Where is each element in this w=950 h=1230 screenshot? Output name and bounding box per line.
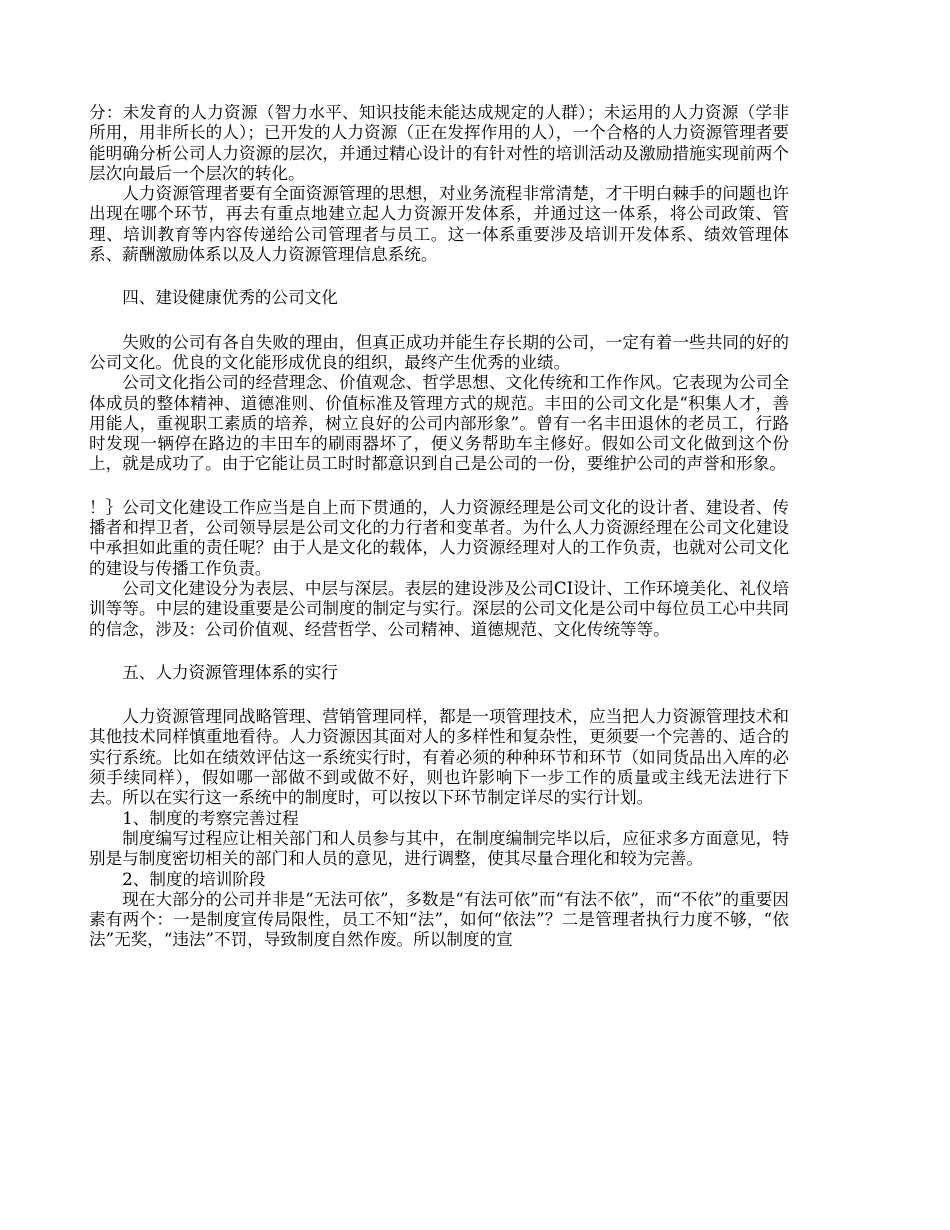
- subheading-1: 1、制度的考察完善过程: [122, 808, 299, 828]
- paragraph-culture-layers: 公司文化建设分为表层、中层与深层。表层的建设涉及公司CI设计、工作环境美化、礼仪培训等等。中层的建设重要是公司制度的制定与实行。深层的公司文化是公司中每位员工心中共同的信念，涉及：公司价值观、经营哲学、公司精神、道德规范、文化传统等等。: [89, 578, 789, 639]
- paragraph-system-training: 现在大部分的公司并非是“无法可依”，多数是“有法可依”而“有法不依”，而“不依”的重要因素有两个：一是制度宣传局限性，员工不知“法”，如何“依法”？二是管理者执行力度不够，“依法”无奖，“违法”不罚，导致制度自然作废。所以制度的宣: [89, 889, 789, 950]
- paragraph-company-culture-success: 失败的公司有各自失败的理由，但真正成功并能生存长期的公司，一定有着一些共同的好的公司文化。优良的文化能形成优良的组织，最终产生优秀的业绩。: [89, 332, 789, 372]
- paragraph-resource-levels: 分：未发育的人力资源（智力水平、知识技能未能达成规定的人群）；未运用的人力资源（学非所用，用非所长的人）；已开发的人力资源（正在发挥作用的人），一个合格的人力资源管理者要能明确分析公司人力资源的层次，并通过精心设计的有针对性的培训活动及激励措施实现前两个层次向最后一个层次的转化。: [89, 103, 789, 183]
- stray-mark: ！｝: [89, 497, 123, 517]
- paragraph-culture-building: [89, 498, 789, 579]
- paragraph-company-culture-definition: 公司文化指公司的经营理念、价值观念、哲学思想、文化传统和工作作风。它表现为公司全体成员的整体精神、道德准则、价值标准及管理方式的规范。丰田的公司文化是“积集人才，善用能人，重视职工素质的培养，树立良好的公司内部形象”。曾有一名丰田退休的老员工，行路时发现一辆停在路边的丰田车的刷雨器坏了，便义务帮助车主修好。假如公司文化做到这个份上，就是成功了。由于它能让员工时时都意识到自己是公司的一份，要维护公司的声誉和形象。: [89, 373, 789, 474]
- section-heading-5: 五、人力资源管理体系的实行: [122, 662, 338, 682]
- subheading-2: 2、制度的培训阶段: [122, 869, 266, 889]
- document-page: [89, 103, 789, 951]
- paragraph-culture-building-text: 公司文化建设工作应当是自上而下贯通的，人力资源经理是公司文化的设计者、建设者、传播者和捍卫者，公司领导层是公司文化的力行者和变革者。为什么人力资源经理在公司文化建设中承担如此重的责任呢？由于人是文化的载体，人力资源经理对人的工作负责，也就对公司文化的建设与传播工作负责。: [89, 497, 789, 578]
- paragraph-hr-manager-thinking: 人力资源管理者要有全面资源管理的思想，对业务流程非常清楚，才干明白棘手的问题也许出现在哪个环节，再去有重点地建立起人力资源开发体系，并通过这一体系，将公司政策、管理、培训教育等内容传递给公司管理者与员工。这一体系重要涉及培训开发体系、绩效管理体系、薪酬激励体系以及人力资源管理信息系统。: [89, 184, 789, 265]
- paragraph-implementation-system: 人力资源管理同战略管理、营销管理同样，都是一项管理技术，应当把人力资源管理技术和其他技术同样慎重地看待。人力资源因其面对人的多样性和复杂性，更须要一个完善的、适合的实行系统。比如在绩效评估这一系统实行时，有着必须的种种环节和环节（如同货品出入库的必须手续同样），假如哪一部做不到或做不好，则也许影响下一步工作的质量或主线无法进行下去。所以在实行这一系统中的制度时，可以按以下环节制定详尽的实行计划。: [89, 707, 789, 808]
- section-heading-4: 四、建设健康优秀的公司文化: [122, 288, 338, 308]
- paragraph-system-drafting: 制度编写过程应让相关部门和人员参与其中，在制度编制完毕以后，应征求多方面意见，特别是与制度密切相关的部门和人员的意见，进行调整，使其尽量合理化和较为完善。: [89, 828, 789, 869]
